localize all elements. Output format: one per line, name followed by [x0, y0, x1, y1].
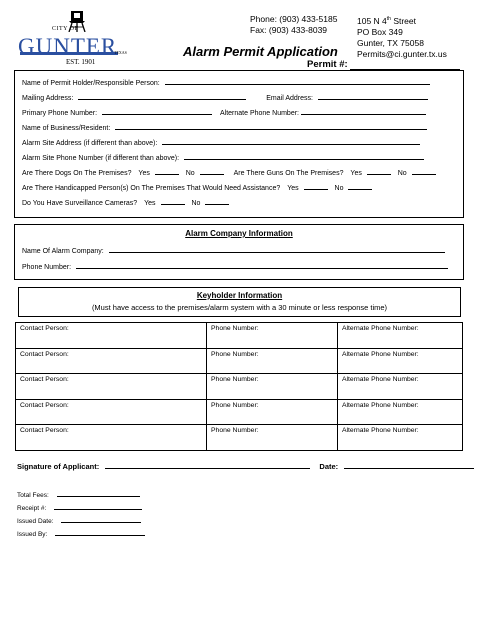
receipt-field[interactable]: [54, 502, 142, 510]
permit-holder-name-field[interactable]: [165, 77, 430, 85]
keyholder-cell-label: Phone Number:: [211, 350, 259, 358]
total-fees-row: [17, 489, 140, 499]
keyholder-cell-label: Alternate Phone Number:: [342, 350, 419, 358]
dogs-yes-label: Yes: [138, 170, 150, 177]
keyholder-row: [16, 399, 463, 425]
logo-established: EST. 1901: [66, 58, 96, 66]
guns-no-label: No: [397, 170, 407, 177]
contact-phone-block: [250, 14, 337, 36]
keyholder-alt-phone-cell[interactable]: [338, 425, 463, 451]
alarm-company-name-field[interactable]: [109, 245, 445, 253]
keyholder-row: [16, 348, 463, 374]
permit-number-label: Permit #:: [307, 59, 348, 70]
logo-texas: TEXAS: [114, 50, 127, 55]
cameras-yes-label: Yes: [144, 200, 156, 207]
contact-address-block: [357, 14, 447, 60]
date-label: Date:: [319, 462, 339, 471]
handicapped-question: Are There Handicapped Person(s) On The Premises That Would Need Assistance?: [22, 185, 281, 192]
keyholder-cell-label: Phone Number:: [211, 376, 259, 383]
keyholder-header: [18, 287, 461, 317]
alternate-phone-field[interactable]: [301, 107, 426, 115]
dogs-no-field[interactable]: [200, 167, 224, 175]
cameras-no-label: No: [191, 200, 201, 207]
keyholder-alt-phone-cell[interactable]: [338, 374, 463, 400]
alarm-company-section: [14, 224, 464, 280]
city-state-zip-text: Gunter, TX 75058: [357, 37, 424, 48]
dogs-question: Are There Dogs On The Premises?: [22, 170, 132, 177]
alarm-company-name-label: Name Of Alarm Company:: [22, 248, 104, 255]
issued-by-label: Issued By:: [17, 531, 48, 538]
alternate-phone-label: Alternate Phone Number:: [220, 110, 299, 117]
cameras-question: Do You Have Surveillance Cameras?: [22, 200, 138, 207]
dogs-no-label: No: [185, 170, 195, 177]
keyholder-phone-cell[interactable]: [207, 323, 338, 349]
issued-date-field[interactable]: [61, 515, 141, 523]
handicapped-no-label: No: [334, 185, 344, 192]
guns-yes-label: Yes: [350, 170, 362, 177]
guns-no-field[interactable]: [412, 167, 436, 175]
alarm-company-phone-field[interactable]: [76, 261, 448, 269]
cameras-yes-field[interactable]: [161, 197, 185, 205]
city-logo: [18, 12, 138, 66]
handicapped-yes-label: Yes: [287, 185, 299, 192]
keyholder-cell-label: Contact Person:: [20, 325, 69, 332]
alarm-site-address-label: Alarm Site Address (if different than above):: [22, 140, 158, 147]
business-name-field[interactable]: [115, 122, 427, 130]
receipt-label: Receipt #:: [17, 505, 47, 512]
phone-text: Phone: (903) 433-5185: [250, 14, 338, 24]
guns-yes-field[interactable]: [367, 167, 391, 175]
keyholder-row: [16, 425, 463, 451]
keyholder-title: Keyholder Information: [196, 291, 283, 300]
keyholder-phone-cell[interactable]: [207, 425, 338, 451]
keyholder-row: [16, 323, 463, 349]
keyholder-cell-label: Phone Number:: [211, 401, 259, 409]
total-fees-label: Total Fees:: [17, 492, 49, 499]
alarm-company-phone-label: Phone Number:: [22, 264, 72, 271]
dogs-yes-field[interactable]: [155, 167, 179, 175]
primary-phone-field[interactable]: [102, 107, 212, 115]
keyholder-cell-label: Contact Person:: [20, 401, 69, 409]
logo-city-of: CITY OF: [52, 26, 79, 32]
cameras-no-field[interactable]: [205, 197, 229, 205]
keyholder-phone-cell[interactable]: [207, 399, 338, 425]
issued-by-row: [17, 528, 145, 538]
keyholder-alt-phone-cell[interactable]: [338, 323, 463, 349]
keyholder-row: [16, 374, 463, 400]
logo-name: GUNTER: [18, 34, 118, 59]
keyholder-cell-label: Contact Person:: [20, 427, 69, 434]
total-fees-field[interactable]: [57, 489, 140, 497]
mailing-address-label: Mailing Address:: [22, 95, 74, 102]
keyholder-cell-label: Contact Person:: [20, 376, 69, 383]
alarm-site-phone-field[interactable]: [184, 152, 424, 160]
issued-date-label: Issued Date:: [17, 518, 54, 525]
signature-label: Signature of Applicant:: [17, 462, 100, 471]
date-field[interactable]: [344, 461, 474, 469]
keyholder-cell-label: Alternate Phone Number:: [342, 401, 419, 409]
issued-by-field[interactable]: [55, 528, 145, 536]
keyholder-cell-label: Phone Number:: [211, 325, 259, 332]
keyholder-contact-cell[interactable]: [16, 323, 207, 349]
fax-text: Fax: (903) 433-8039: [250, 25, 328, 35]
business-name-label: Name of Business/Resident:: [22, 125, 111, 132]
keyholder-phone-cell[interactable]: [207, 374, 338, 400]
keyholder-table: [15, 322, 463, 451]
issued-date-row: [17, 515, 141, 525]
keyholder-alt-phone-cell[interactable]: [338, 348, 463, 374]
alarm-site-phone-label: Alarm Site Phone Number (if different than above):: [22, 155, 180, 162]
signature-row: [17, 461, 474, 471]
alarm-site-address-field[interactable]: [162, 137, 420, 145]
keyholder-cell-label: Contact Person:: [20, 350, 69, 358]
permit-holder-name-label: Name of Permit Holder/Responsible Person:: [22, 80, 160, 87]
keyholder-cell-label: Phone Number:: [211, 427, 259, 434]
email-text: Permits@ci.gunter.tx.us: [357, 48, 447, 59]
keyholder-phone-cell[interactable]: [207, 348, 338, 374]
alarm-company-title: Alarm Company Information: [185, 229, 293, 238]
keyholder-alt-phone-cell[interactable]: [338, 399, 463, 425]
receipt-row: [17, 502, 142, 512]
signature-field[interactable]: [105, 461, 310, 469]
po-box-text: PO Box 349: [357, 26, 403, 37]
keyholder-cell-label: Alternate Phone Number:: [342, 376, 419, 383]
primary-phone-label: Primary Phone Number:: [22, 110, 98, 117]
permit-number-field[interactable]: [350, 60, 460, 70]
keyholder-cell-label: Alternate Phone Number:: [342, 325, 419, 332]
keyholder-contact-cell[interactable]: [16, 399, 207, 425]
street-text: 105 N 4th Street: [357, 15, 416, 26]
keyholder-contact-cell[interactable]: [16, 374, 207, 400]
email-address-field[interactable]: [318, 92, 428, 100]
handicapped-no-field[interactable]: [348, 182, 372, 190]
email-address-label: Email Address:: [266, 95, 313, 102]
handicapped-yes-field[interactable]: [304, 182, 328, 190]
permit-holder-section: [14, 70, 464, 218]
keyholder-subtitle: (Must have access to the premises/alarm system with a 30 minute or less response time): [91, 303, 388, 312]
keyholder-contact-cell[interactable]: [16, 425, 207, 451]
mailing-address-field[interactable]: [78, 92, 246, 100]
page-title: Alarm Permit Application: [183, 44, 338, 59]
keyholder-contact-cell[interactable]: [16, 348, 207, 374]
guns-question: Are There Guns On The Premises?: [233, 170, 344, 177]
keyholder-cell-label: Alternate Phone Number:: [342, 427, 419, 434]
